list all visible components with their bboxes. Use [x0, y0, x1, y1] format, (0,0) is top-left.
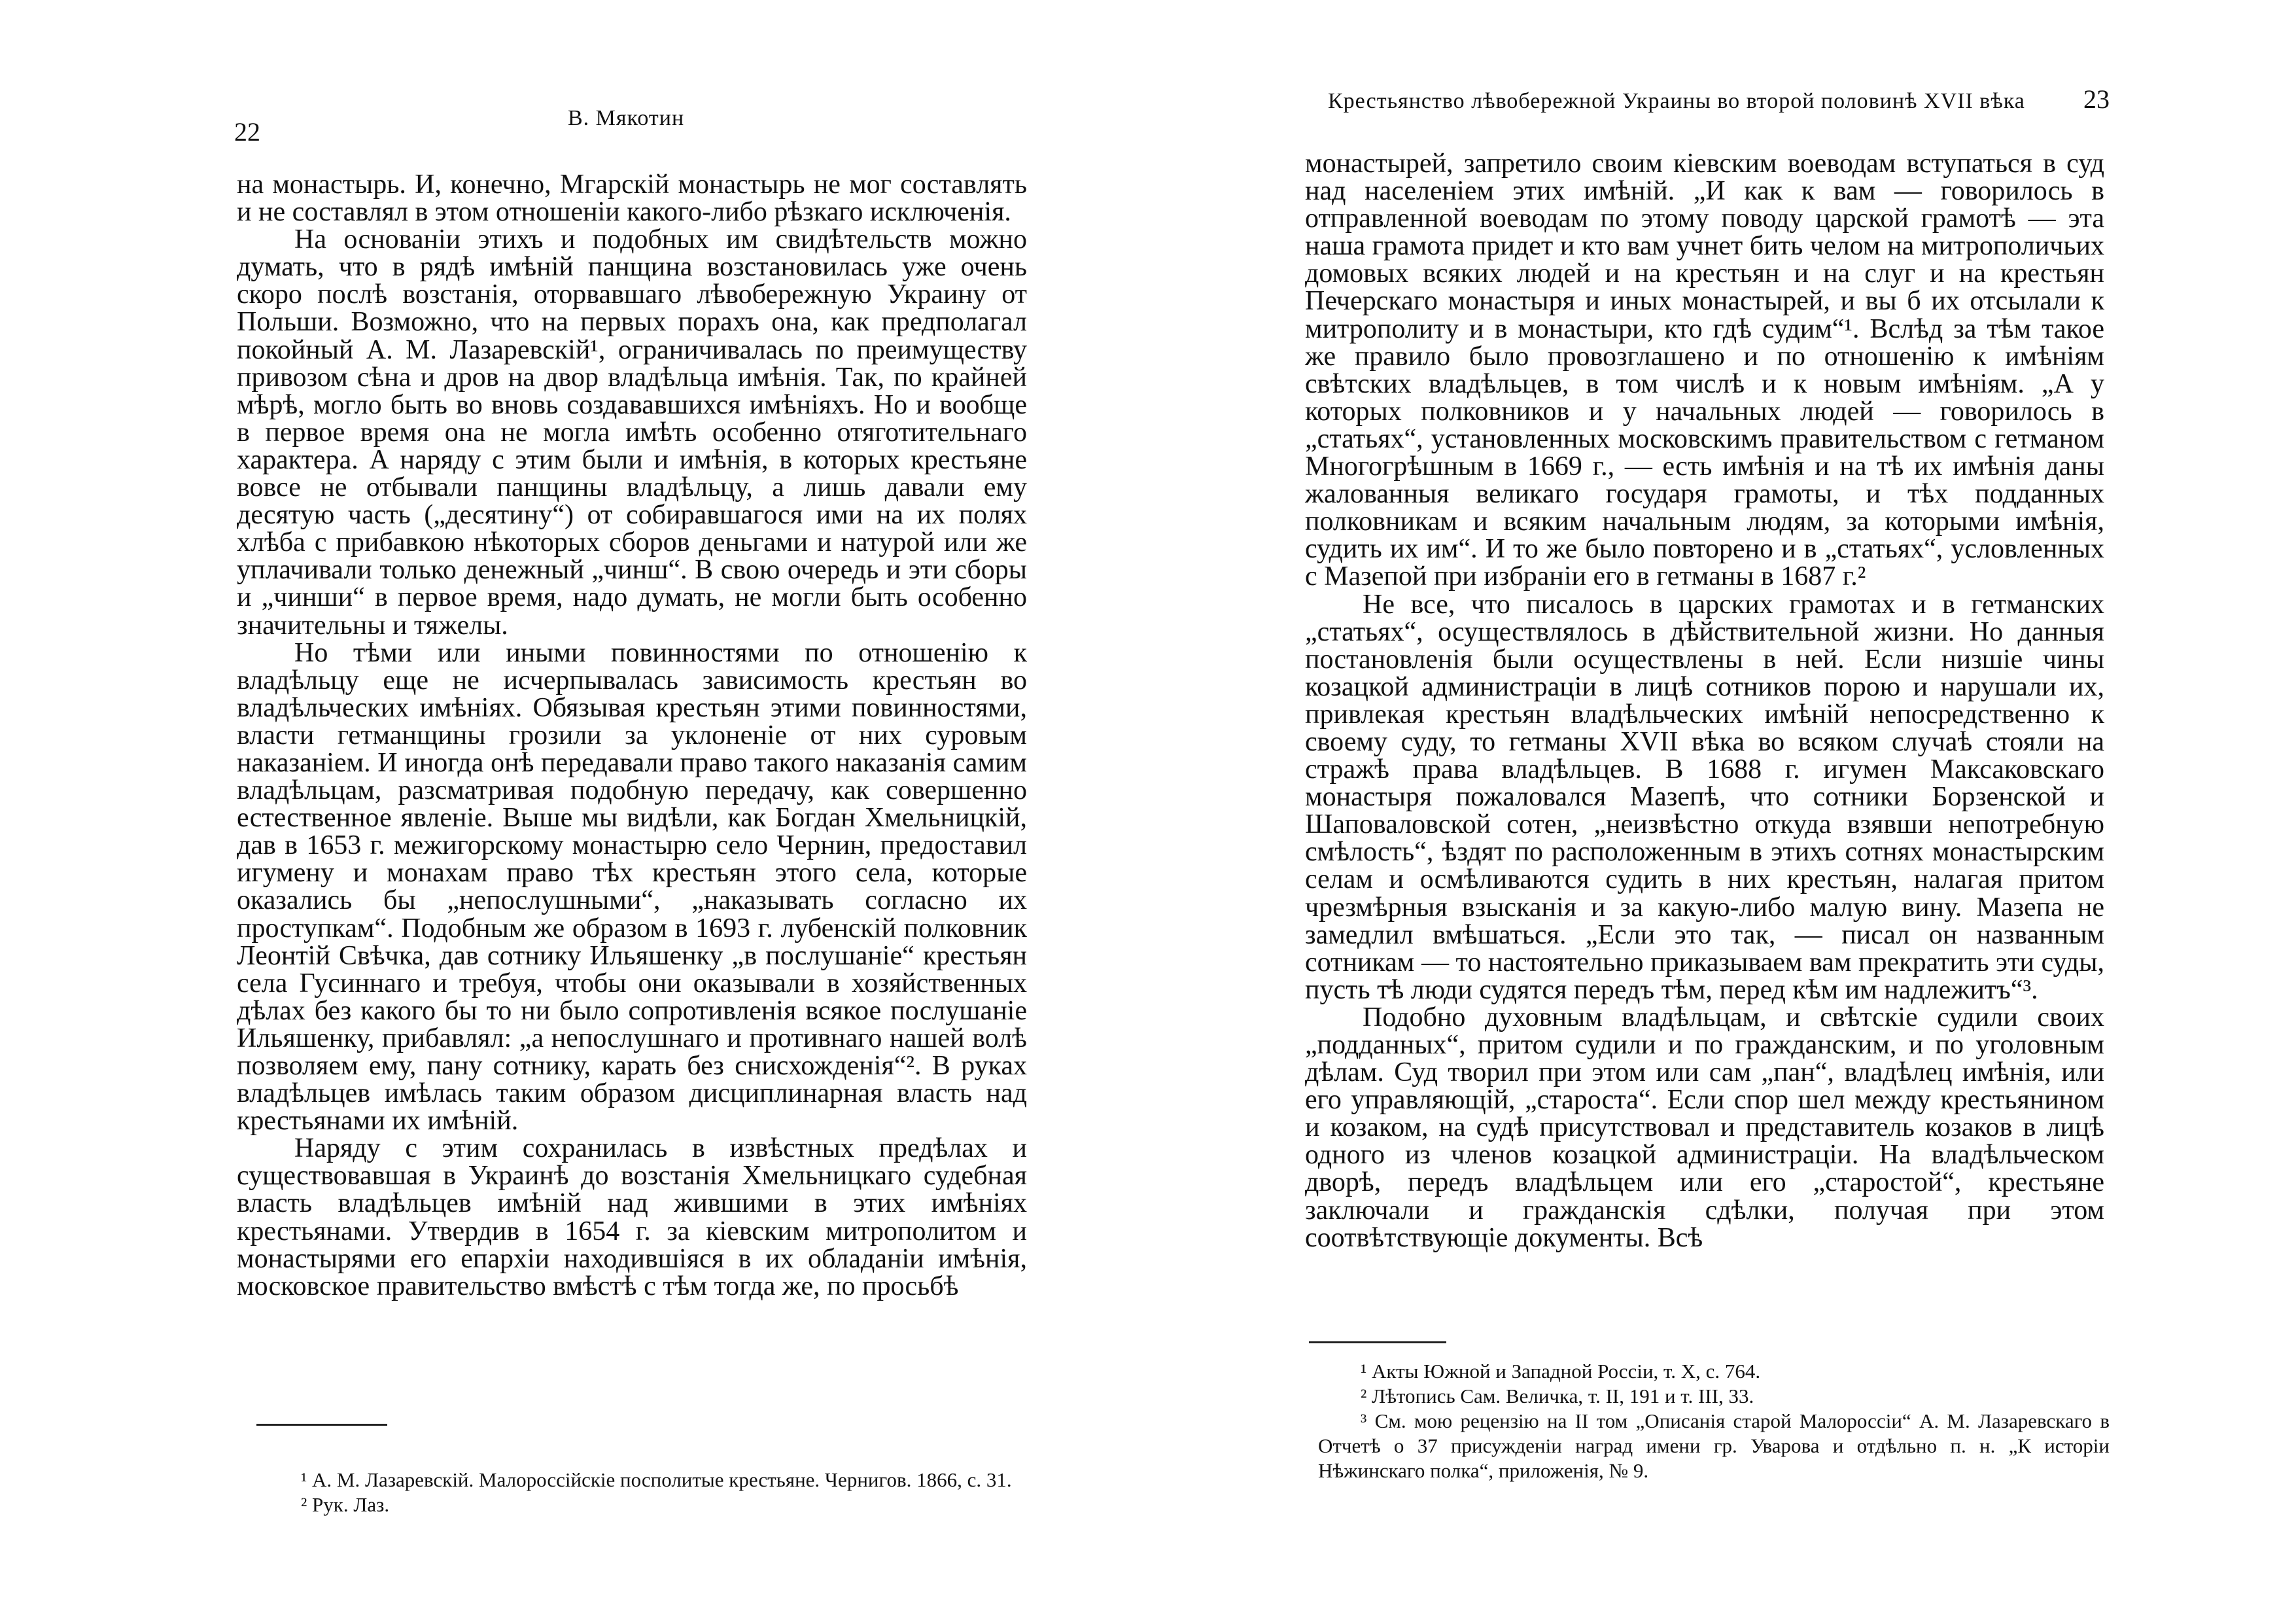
footnote: ³ См. мою рецензію на II том „Описанія старой Малороссіи“ А. М. Лазаревскаго в Отчетѣ о 37 присужденіи наград имени гр. Уварова и отдѣльно п. н. „К исторіи Нѣжинскаго полка“, приложенія, № 9. — [1318, 1409, 2110, 1482]
left-body-text — [237, 171, 1027, 1300]
running-head-left: В. Мякотин — [568, 106, 685, 130]
paragraph: Не все, что писалось в царских грамотах и в гетманских „статьях“, осуществлялось в дѣйствительной жизни. Но данныя постановленія были осуществлены в ней. Если низшіе чины козацкой администраціи в лицѣ сотников порою и нарушали их, привлекая крестьян владѣльческих имѣній непосредственно к своему суду, то гетманы XVII вѣка во всяком случаѣ стояли на стражѣ права владѣльцев. В 1688 г. игумен Максаковскаго монастыря пожаловался Мазепѣ, что сотники Борзенской и Шаповаловской сотен, „неизвѣстно откуда взявши непотребную смѣлость“, ѣздят по расположенным в этихъ сотнях монастырским селам и осмѣливаются судить в них крестьян, налагая притом чрезмѣрныя взысканія и за какую-либо малую вину. Мазепа не замедлил вмѣшаться. „Если это так, — писал он названным сотникам — то настоятельно приказываем вам прекратить эти суды, пусть тѣ люди судятся передъ тѣм, перед кѣм им надлежитъ“³. — [1305, 589, 2104, 1005]
footnote: ² Рук. Лаз. — [301, 1493, 390, 1516]
footnote: ² Лѣтопись Сам. Величка, т. II, 191 и т. III, 33. — [1361, 1385, 1754, 1407]
paragraph: Но тѣми или иными повинностями по отношенію к владѣльцу еще не исчерпывалась зависимость крестьян во владѣльческих имѣніях. Обязывая крестьян этими повинностями, власти гетманщины грозили за уклоненіе от них суровым наказаніем. И иногда онѣ передавали право такого наказанія самим владѣльцам, разсматривая подобную передачу, как совершенно естественное явленіе. Выше мы видѣли, как Богдан Хмельницкій, дав в 1653 г. межигорскому монастырю село Чернин, предоставил игумену и монахам право тѣх крестьян этого села, которые оказались бы „непослушными“, „наказывать согласно их проступкам“. Подобным же образом в 1693 г. лубенскій полковник Леонтій Свѣчка, дав сотнику Ильяшенку „в послушаніе“ крестьян села Гусиннаго и требуя, чтобы они оказывали в хозяйственных дѣлах без какого бы то ни было сопротивленія всякое послушаніе Ильяшенку, прибавлял: „а непослушнаго и противнаго нашей волѣ позволяем ему, пану сотнику, карать без снисхожденія“². В руках владѣльцев имѣлась таким образом дисциплинарная власть над крестьянами их имѣній. — [237, 637, 1027, 1137]
footnote-rule — [1309, 1341, 1446, 1343]
paragraph: на монастырь. И, конечно, Мгарскій монастырь не мог составлять и не составлял в этом отношеніи какого-либо рѣзкаго исключенія. — [237, 169, 1027, 228]
paragraph: монастырей, запретило своим кіевским воеводам вступаться в суд над населеніем этих имѣній. „И как к вам — говорилось в отправленной воеводам по этому поводу царской грамотѣ — эта наша грамота придет и кто вам учнет бить челом на митрополичьих домовых всяких людей и на крестьян и на слуг и на крестьян Печерскаго монастыря и иных монастырей, и вы б их отсылали к митрополиту и в монастыри, кто гдѣ судим“¹. Вслѣд за тѣм такое же правило было провозглашено и по отношенію к имѣніям свѣтских владѣльцев, в том числѣ и к новым имѣніям. „А у которых полковников и у начальных людей — говорилось в „статьях“, установленных московскимъ правительством с гетманом Многогрѣшным в 1669 г., — есть имѣнія и на тѣ их имѣнія даны жалованныя великаго государя грамоты, и тѣх подданных полковникам и всяким начальным людям, за которыми имѣнія, судить их им“. И то же было повторено и в „статьях“, условленных с Мазепой при избраніи его в гетманы в 1687 г.² — [1305, 149, 2104, 592]
footnotes-right — [1318, 1359, 2110, 1483]
right-body-text — [1305, 150, 2104, 1252]
page-number-right: 23 — [2083, 84, 2110, 114]
page-number-left: 22 — [234, 117, 260, 147]
paragraph: На основаніи этихъ и подобных им свидѣтельств можно думать, что в рядѣ имѣній панщина возстановилась уже очень скоро послѣ возстанія, оторвавшаго лѣвобережную Украину от Польши. Возможно, что на первых порахъ она, как предполагал покойный А. М. Лазаревскій¹, ограничивалась по преимуществу привозом сѣна и дров на двор владѣльца имѣнія. Так, по крайней мѣрѣ, могло быть во вновь создававшихся имѣніяхъ. Но и вообще в первое время она не могла имѣть особенно отяготительнаго характера. А наряду с этим были и имѣнія, в которых крестьяне вовсе не отбывали панщины владѣльцу, а лишь давали ему десятую часть („десятину“) от собиравшагося ими на их полях хлѣба с прибавкою нѣкоторых сборов деньгами и натурой или же уплачивали только денежный „чинш“. В свою очередь и эти сборы и „чинши“ в первое время, надо думать, не могли быть особенно значительны и тяжелы. — [237, 224, 1027, 641]
footnote-rule — [256, 1424, 387, 1426]
footnotes-left — [258, 1468, 1040, 1517]
running-head-right: Крестьянство лѣвобережной Украины во второй половинѣ XVII вѣка — [1328, 89, 2025, 113]
paragraph: Подобно духовным владѣльцам, и свѣтскіе судили своих „подданных“, притом судили и по гражданским, и по уголовным дѣлам. Суд творил при этом или сам „пан“, владѣлец имѣнія, или его управляющій, „староста“. Если спор шел между крестьянином и козаком, на судѣ присутствовал и представитель козаков в лицѣ одного из членов козацкой администраціи. На владѣльческом дворѣ, передъ владѣльцем или его „старостой“, крестьяне заключали и гражданскія сдѣлки, получая при этом соотвѣтствующіе документы. Всѣ — [1305, 1002, 2104, 1253]
footnote: ¹ Акты Южной и Западной Россіи, т. X, с. 764. — [1361, 1360, 1761, 1383]
paragraph: Наряду с этим сохранилась в извѣстных предѣлах и существовавшая в Украинѣ до возстанія Хмельницкаго судебная власть владѣльцев имѣній над жившими в этих имѣніях крестьянами. Утвердив в 1654 г. за кіевским митрополитом и монастырями его епархіи находившіяся в их обладаніи имѣнія, московское правительство вмѣстѣ с тѣм тогда же, по просьбѣ — [237, 1133, 1027, 1301]
right-page — [1148, 0, 2296, 1624]
footnote: ¹ А. М. Лазаревскій. Малороссійскіе посполитые крестьяне. Чернигов. 1866, с. 31. — [301, 1468, 1012, 1491]
